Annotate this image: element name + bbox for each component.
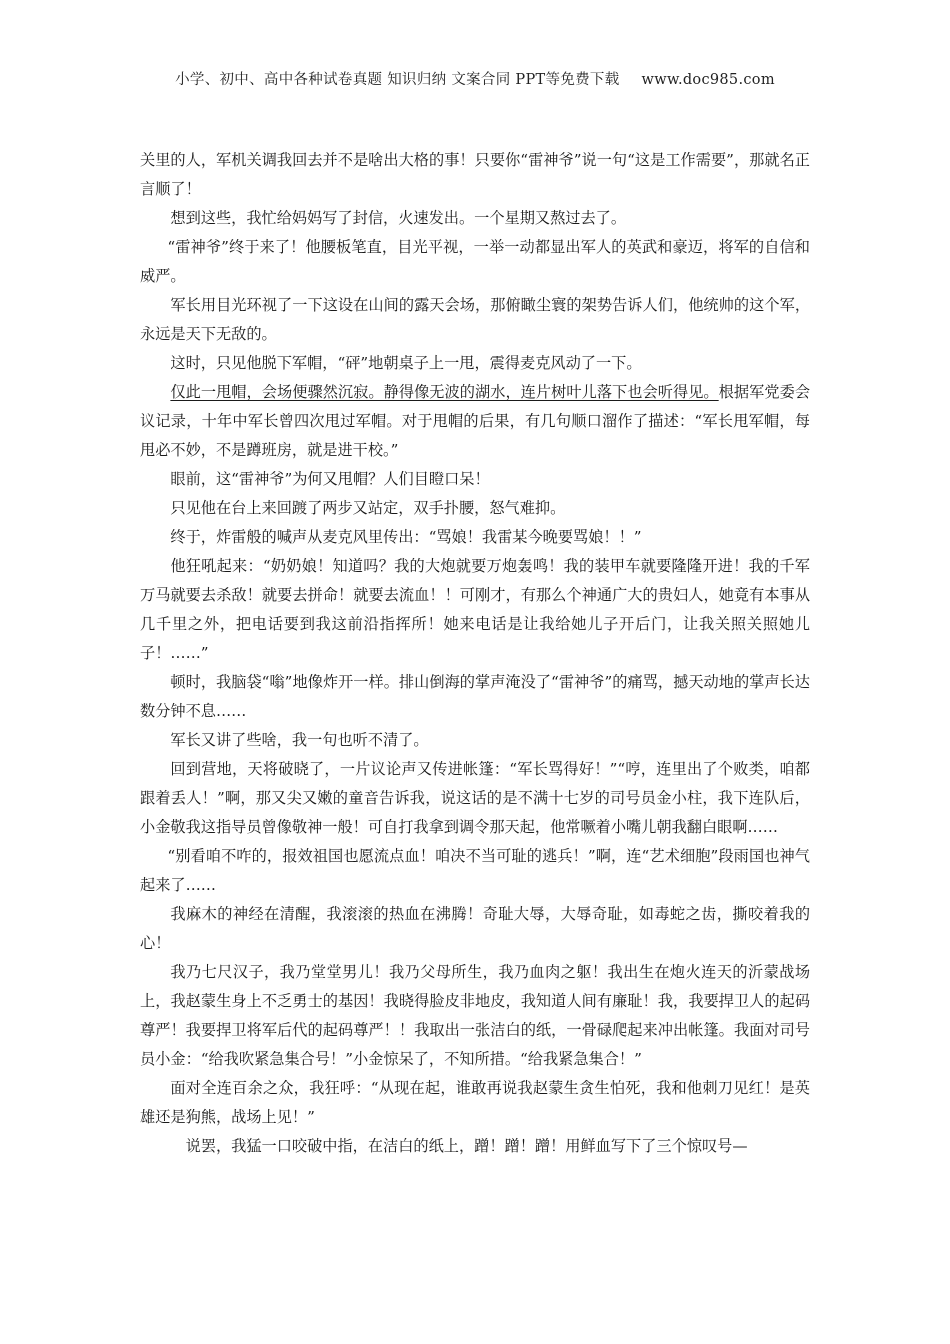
- paragraph: 只见他在台上来回踱了两步又站定，双手扑腰，怒气难抑。: [170, 499, 566, 517]
- article-body: [140, 146, 810, 1161]
- paragraph: 我麻木的神经在清醒，我滚滚的热血在沸腾！奇耻大辱，大辱奇耻，如毒蛇之齿，撕咬着我的心！: [140, 905, 810, 952]
- paragraph: 他狂吼起来：“奶奶娘！知道吗？我的大炮就要万炮轰鸣！我的装甲车就要隆隆开进！我的千军万马就要去杀敌！就要去拼命！就要去流血！！可刚才，有那么个神通广大的贵妇人，她竟有本事从几千里之外，把电话要到我这前沿指挥所！她来电话是让我给她儿子开后门，让我关照关照她儿子！……”: [140, 557, 810, 662]
- paragraph: “雷神爷”终于来了！他腰板笔直，目光平视，一举一动都显出军人的英武和豪迈，将军的自信和威严。: [140, 238, 810, 285]
- paragraph: 眼前，这“雷神爷”为何又甩帽？人们目瞪口呆！: [170, 470, 490, 488]
- paragraph: 说罢，我猛一口咬破中指，在洁白的纸上，蹭！蹭！蹭！用鲜血写下了三个惊叹号—: [185, 1137, 748, 1155]
- paragraph: 回到营地，天将破晓了，一片议论声又传进帐篷：“军长骂得好！”“哼，连里出了个败类，咱都跟着丢人！”啊，那又尖又嫩的童音告诉我，说这话的是不满十七岁的司号员金小柱，我下连队后，小金敬我这指导员曾像敬神一般！可自打我拿到调令那天起，他常噘着小嘴儿朝我翻白眼啊……: [140, 760, 810, 836]
- paragraph-rest: 根据军党委会议记录，十年中军长曾四次甩过军帽。对于甩帽的后果，有几句顺口溜作了描述：“军长甩军帽，每甩必不妙，不是蹲班房，就是进干校。”: [140, 383, 811, 459]
- paragraph: 终于，炸雷般的喊声从麦克风里传出：“骂娘！我雷某今晚要骂娘！！”: [170, 528, 642, 546]
- paragraph: 军长用目光环视了一下这设在山间的露天会场，那俯瞰尘寰的架势告诉人们，他统帅的这个军，永远是天下无敌的。: [140, 296, 810, 343]
- header-text: 小学、初中、高中各种试卷真题 知识归纳 文案合同 PPT等免费下载: [175, 72, 620, 88]
- paragraph: 我乃七尺汉子，我乃堂堂男儿！我乃父母所生，我乃血肉之躯！我出生在炮火连天的沂蒙战场上，我赵蒙生身上不乏勇士的基因！我晓得脸皮非地皮，我知道人间有廉耻！我，我要捍卫人的起码尊严！我要捍卫将军后代的起码尊严！！我取出一张洁白的纸，一骨碌爬起来冲出帐篷。我面对司号员小金：“给我吹紧急集合号！”小金惊呆了，不知所措。“给我紧急集合！”: [140, 963, 810, 1068]
- paragraph: 关里的人，军机关调我回去并不是啥出大格的事！只要你“雷神爷”说一句“这是工作需要”，那就名正言顺了！: [140, 151, 810, 198]
- paragraph: “别看咱不咋的，报效祖国也愿流点血！咱决不当可耻的逃兵！”啊，连“艺术细胞”段雨国也神气起来了……: [140, 847, 810, 894]
- paragraph: 面对全连百余之众，我狂呼：“从现在起，谁敢再说我赵蒙生贪生怕死，我和他刺刀见红！是英雄还是狗熊，战场上见！”: [140, 1079, 810, 1126]
- page-header: [0, 68, 950, 89]
- paragraph: 想到这些，我忙给妈妈写了封信，火速发出。一个星期又熬过去了。: [170, 209, 627, 227]
- paragraph: 军长又讲了些啥，我一句也听不清了。: [170, 731, 429, 749]
- header-url: www.doc985.com: [641, 72, 775, 88]
- underlined-sentence: 仅此一甩帽，会场便骤然沉寂。静得像无波的湖水，连片树叶儿落下也会听得见。: [170, 383, 719, 401]
- paragraph: [140, 378, 810, 465]
- paragraph: 顿时，我脑袋“嗡”地像炸开一样。排山倒海的掌声淹没了“雷神爷”的痛骂，撼天动地的掌声长达数分钟不息……: [140, 673, 810, 720]
- paragraph: 这时，只见他脱下军帽，“砰”地朝桌子上一甩，震得麦克风动了一下。: [170, 354, 642, 372]
